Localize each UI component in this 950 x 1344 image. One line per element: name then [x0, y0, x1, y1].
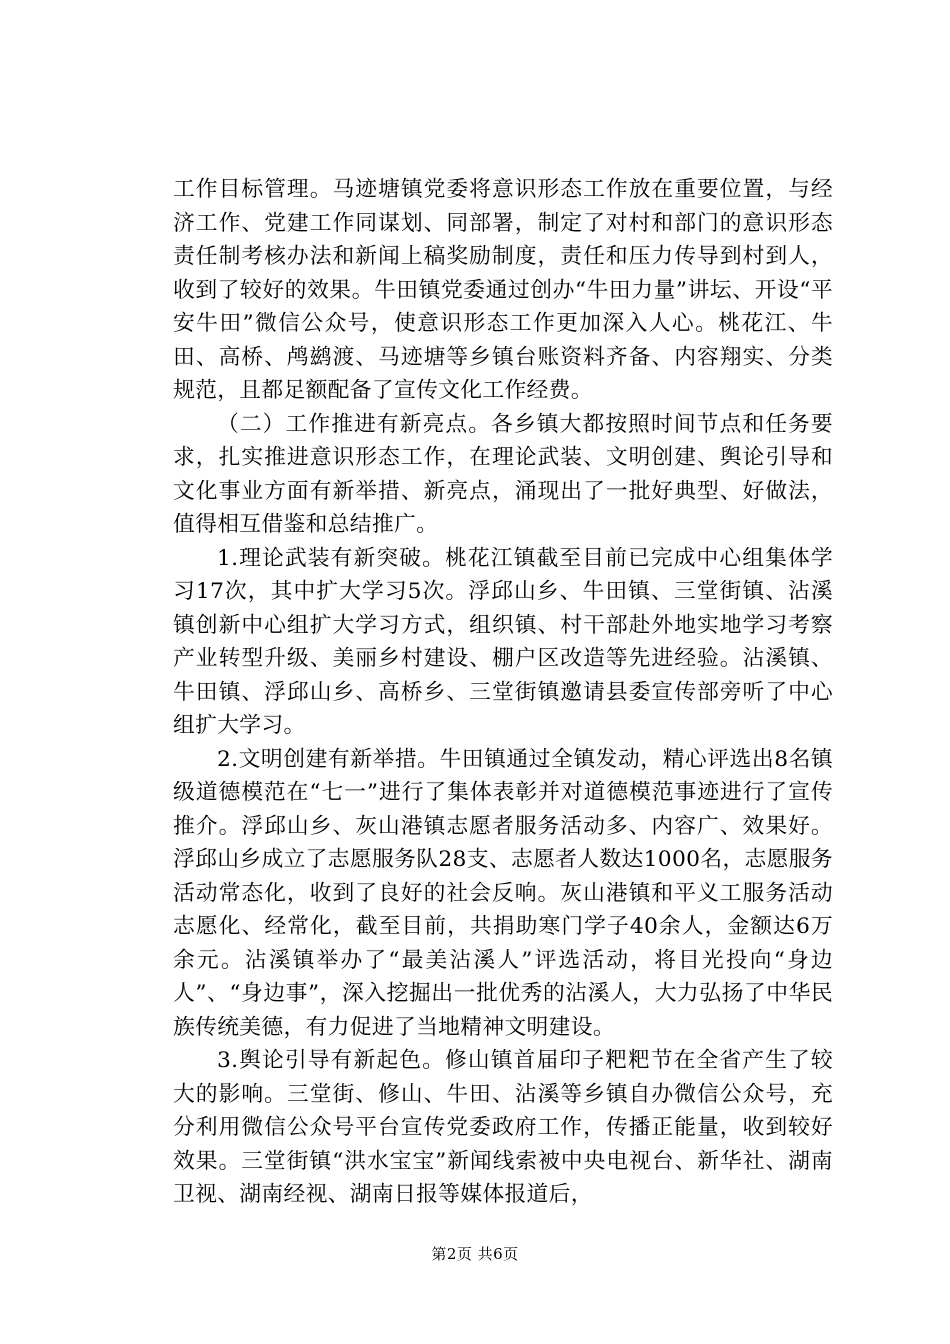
- document-body: [173, 173, 833, 1212]
- page-number-footer: 第2页 共6页: [431, 1245, 519, 1263]
- paragraph-work-progress-highlights: （二）工作推进有新亮点。各乡镇大都按照时间节点和任务要求，扎实推进意识形态工作，在理论武装、文明创建、舆论引导和文化事业方面有新举措、新亮点，涌现出了一批好典型、好做法，值得相互借鉴和总结推广。: [173, 411, 833, 537]
- paragraph-theory-armament: 1.理论武装有新突破。桃花江镇截至目前已完成中心组集体学习17次，其中扩大学习5次。浮邱山乡、牛田镇、三堂街镇、沾溪镇创新中心组扩大学习方式，组织镇、村干部赴外地实地学习考察产业转型升级、美丽乡村建设、棚户区改造等先进经验。沾溪镇、牛田镇、浮邱山乡、高桥乡、三堂街镇邀请县委宣传部旁听了中心组扩大学习。: [173, 545, 833, 738]
- paragraph-civilization-building: 2.文明创建有新举措。牛田镇通过全镇发动，精心评选出8名镇级道德模范在“七一”进行了集体表彰并对道德模范事迹进行了宣传推介。浮邱山乡、灰山港镇志愿者服务活动多、内容广、效果好。浮邱山乡成立了志愿服务队28支、志愿者人数达1000名，志愿服务活动常态化，收到了良好的社会反响。灰山港镇和平义工服务活动志愿化、经常化，截至目前，共捐助寒门学子40余人，金额达6万余元。沾溪镇举办了“最美沾溪人”评选活动，将目光投向“身边人”、“身边事”，深入挖掘出一批优秀的沾溪人，大力弘扬了中华民族传统美德，有力促进了当地精神文明建设。: [173, 746, 833, 1040]
- paragraph-work-target-management: 工作目标管理。马迹塘镇党委将意识形态工作放在重要位置，与经济工作、党建工作同谋划、同部署，制定了对村和部门的意识形态责任制考核办法和新闻上稿奖励制度，责任和压力传导到村到人，收到了较好的效果。牛田镇党委通过创办“牛田力量”讲坛、开设“平安牛田”微信公众号，使意识形态工作更加深入人心。桃花江、牛田、高桥、鸬鹚渡、马迹塘等乡镇台账资料齐备、内容翔实、分类规范，且都足额配备了宣传文化工作经费。: [173, 177, 833, 403]
- paragraph-public-opinion-guidance: 3.舆论引导有新起色。修山镇首届印子粑粑节在全省产生了较大的影响。三堂街、修山、牛田、沾溪等乡镇自办微信公众号，充分利用微信公众号平台宣传党委政府工作，传播正能量，收到较好效果。三堂街镇“洪水宝宝”新闻线索被中央电视台、新华社、湖南卫视、湖南经视、湖南日报等媒体报道后，: [173, 1048, 833, 1207]
